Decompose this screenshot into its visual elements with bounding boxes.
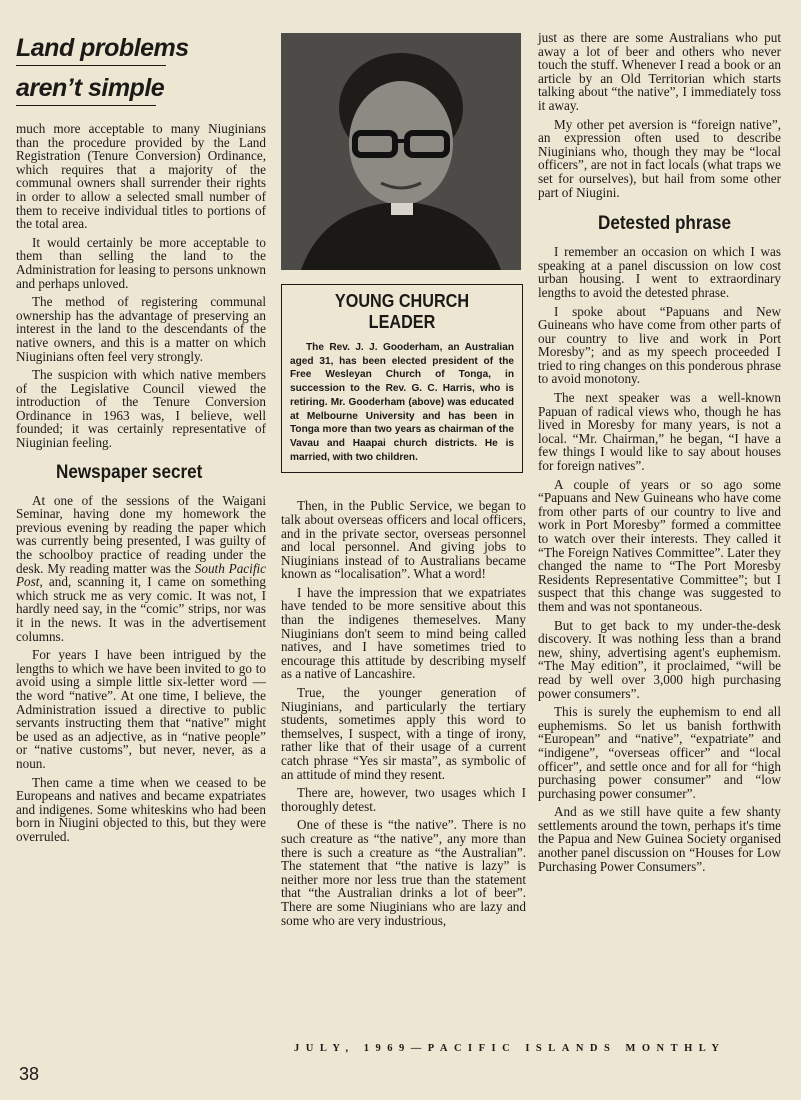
paragraph: much more acceptable to many Niuginians than the procedure provided by the Land Registration (Tenure Conversion) Ordinance, which requires that a majority of the communal owners shall surrender their rights in order to allow a selected small number of them to receive individual titles to portions of the total area. (16, 121, 266, 232)
column-1 (16, 0, 266, 849)
paragraph: I spoke about “Papuans and New Guineans who have come from other parts of our country to live and work in Port Moresby”; and as my speech proceeded I tried to ring changes on this ponderous phrase to avoid monotony. (538, 303, 781, 387)
photo-caption-box (281, 284, 523, 473)
paragraph: One of these is “the native”. There is no such creature as “the native”, any more than there is such a creature as “the Australian”. The statement that “the native is lazy” is neither more nor less true than the statement that “the Australian drinks a lot of beer”. There are some Niuginians who are lazy and some who are very industrious, (281, 817, 526, 928)
paragraph (16, 494, 266, 644)
issue-footer: JULY, 1969—PACIFIC ISLANDS MONTHLY (294, 1043, 726, 1054)
publication-title: South Pacific Post (16, 560, 267, 590)
paragraph: The next speaker was a well-known Papuan of radical views who, though he has lived in Moresby for many years, is not a local. “Mr. Chairman,” he began, “I have a few things I would like to say about houses for foreign natives”. (538, 390, 781, 474)
article-title-line-1: Land problems (16, 34, 189, 62)
portrait-illustration (281, 33, 521, 270)
paragraph: The method of registering communal ownership has the advantage of preserving an interest in the land to the descendants of the native owners, and this is a matter on which Niuginians often feel very strongly. (16, 294, 266, 364)
column-2 (281, 0, 526, 932)
caption-text: The Rev. J. J. Gooderham, an Australian aged 31, has been elected president of the Free Wesleyan Church of Tonga, in succession to the Rev. G. C. Harris, who is retiring. Mr. Gooderham (above) was educated at Melbourne University and has been in Tonga more than two years as chairman of the Vavau and Haapai church districts. He is married, with two children. (290, 342, 514, 463)
paragraph: I have the impression that we expatriates have tended to be more sensitive about this than the indigenes themeselves. Many Niuginians don't seem to mind being called natives, and I have sometimes tried to encourage this attitude by describing myself as a native of Lancashire. (281, 584, 526, 682)
paragraph: just as there are some Australians who put away a lot of beer and others who never touch the stuff. Whenever I read a book or an article by an Old Territorian which starts talking about “the native”, I immediately toss it away. (538, 30, 781, 113)
paragraph: A couple of years or so ago some “Papuans and New Guineans who have come from other parts of our country to live and work in Port Moresby” formed a committee to watch over their interests. They called it “The Foreign Natives Committee”. Later they changed the name to “The Port Moresby Residents Representative Committee”; but I suspect that this change was suggested to them and was not spontaneous. (538, 476, 781, 614)
column-3 (538, 0, 781, 878)
portrait-photo (281, 33, 521, 270)
page-number: 38 (19, 1064, 40, 1084)
paragraph: This is surely the euphemism to end all euphemisms. So let us banish forthwith “European” and “native”, “expatriate” and “indigene”, “overseas officer” and “local officer”, and settle once and for all for “high purchasing power consumer” and “low purchasing power consumer”. (538, 704, 781, 801)
paragraph: And as we still have quite a few shanty settlements around the town, perhaps it's time the Papua and New Guinea Society organised another panel discussion on “Houses for Low Purchasing Power Consumers”. (538, 804, 781, 874)
paragraph: Then came a time when we ceased to be Europeans and natives and became expatriates and indigenes. Some whiteskins who had been born in Niugini objected to this, but they were overruled. (16, 774, 266, 844)
article-title-line-2: aren’t simple (16, 74, 165, 102)
paragraph: There are, however, two usages which I thoroughly detest. (281, 785, 526, 814)
section-heading-detested-phrase: Detested phrase (598, 213, 732, 235)
title-rule-2 (16, 105, 156, 106)
paragraph: True, the younger generation of Niuginians, and particularly the tertiary students, sometimes apply this word to themselves, I suspect, with a tinge of irony, rather like that of their usage of a current catch phrase “Yes sir masta”, as symbolic of an attitude of mind they resent. (281, 685, 526, 782)
paragraph: The suspicion with which native members of the Legislative Council viewed the introduction of the Tenure Conversion Ordinance in 1963 was, I believe, well founded; it was certainly representative of Niuginian feeling. (16, 367, 266, 451)
paragraph: For years I have been intrigued by the lengths to which we have been invited to go to avoid using a simple little six-letter word — the word “native”. At one time, I believe, the Administration issued a directive to public servants instructing them that “native” might be used as an adjective, as in “native people” or “native customs”, but never, never, as a noun. (16, 647, 266, 771)
paragraph: But to get back to my under-the-desk discovery. It was nothing less than a brand new, shiny, advertising agent's euphemism. “The May edition”, it proclaimed, “will be read by well over 3,000 high purchasing power consumers”. (538, 617, 781, 701)
paragraph-text: At one of the sessions of the Waigani Seminar, having done my homework the previous evening by reading the paper which was currently being presented, I was guilty of the schoolboy practice of reading under the desk. My reading matter was the (16, 492, 266, 576)
paragraph: My other pet aversion is “foreign native”, an expression often used to describe Niuginians who, though they may be “local officers”, are not in fact locals (what traps we set for ourselves), but hail from some other part of Niugini. (538, 116, 781, 200)
paragraph: Then, in the Public Service, we began to talk about overseas officers and local officers, and in the private sector, overseas personnel and local personnel. And giving jobs to Niuginians instead of to Australians became known as “localisation”. What a word! (281, 498, 526, 582)
paragraph-text: , and, scanning it, I came on something which struck me as very comic. It was not, I hardly need say, in the “comic” strips, nor was it in the news. It was in the advertisement columns. (16, 574, 266, 644)
paragraph: I remember an occasion on which I was speaking at a panel discussion on low cost urban housing. I went to extraordinary lengths to avoid the detested phrase. (538, 244, 781, 300)
section-heading-newspaper-secret: Newspaper secret (56, 461, 203, 483)
caption-heading: YOUNG CHURCH LEADER (334, 291, 470, 332)
paragraph: It would certainly be more acceptable to them than selling the land to the Administration for leasing to persons unknown and perhaps unloved. (16, 234, 266, 291)
title-rule-1 (16, 65, 166, 66)
